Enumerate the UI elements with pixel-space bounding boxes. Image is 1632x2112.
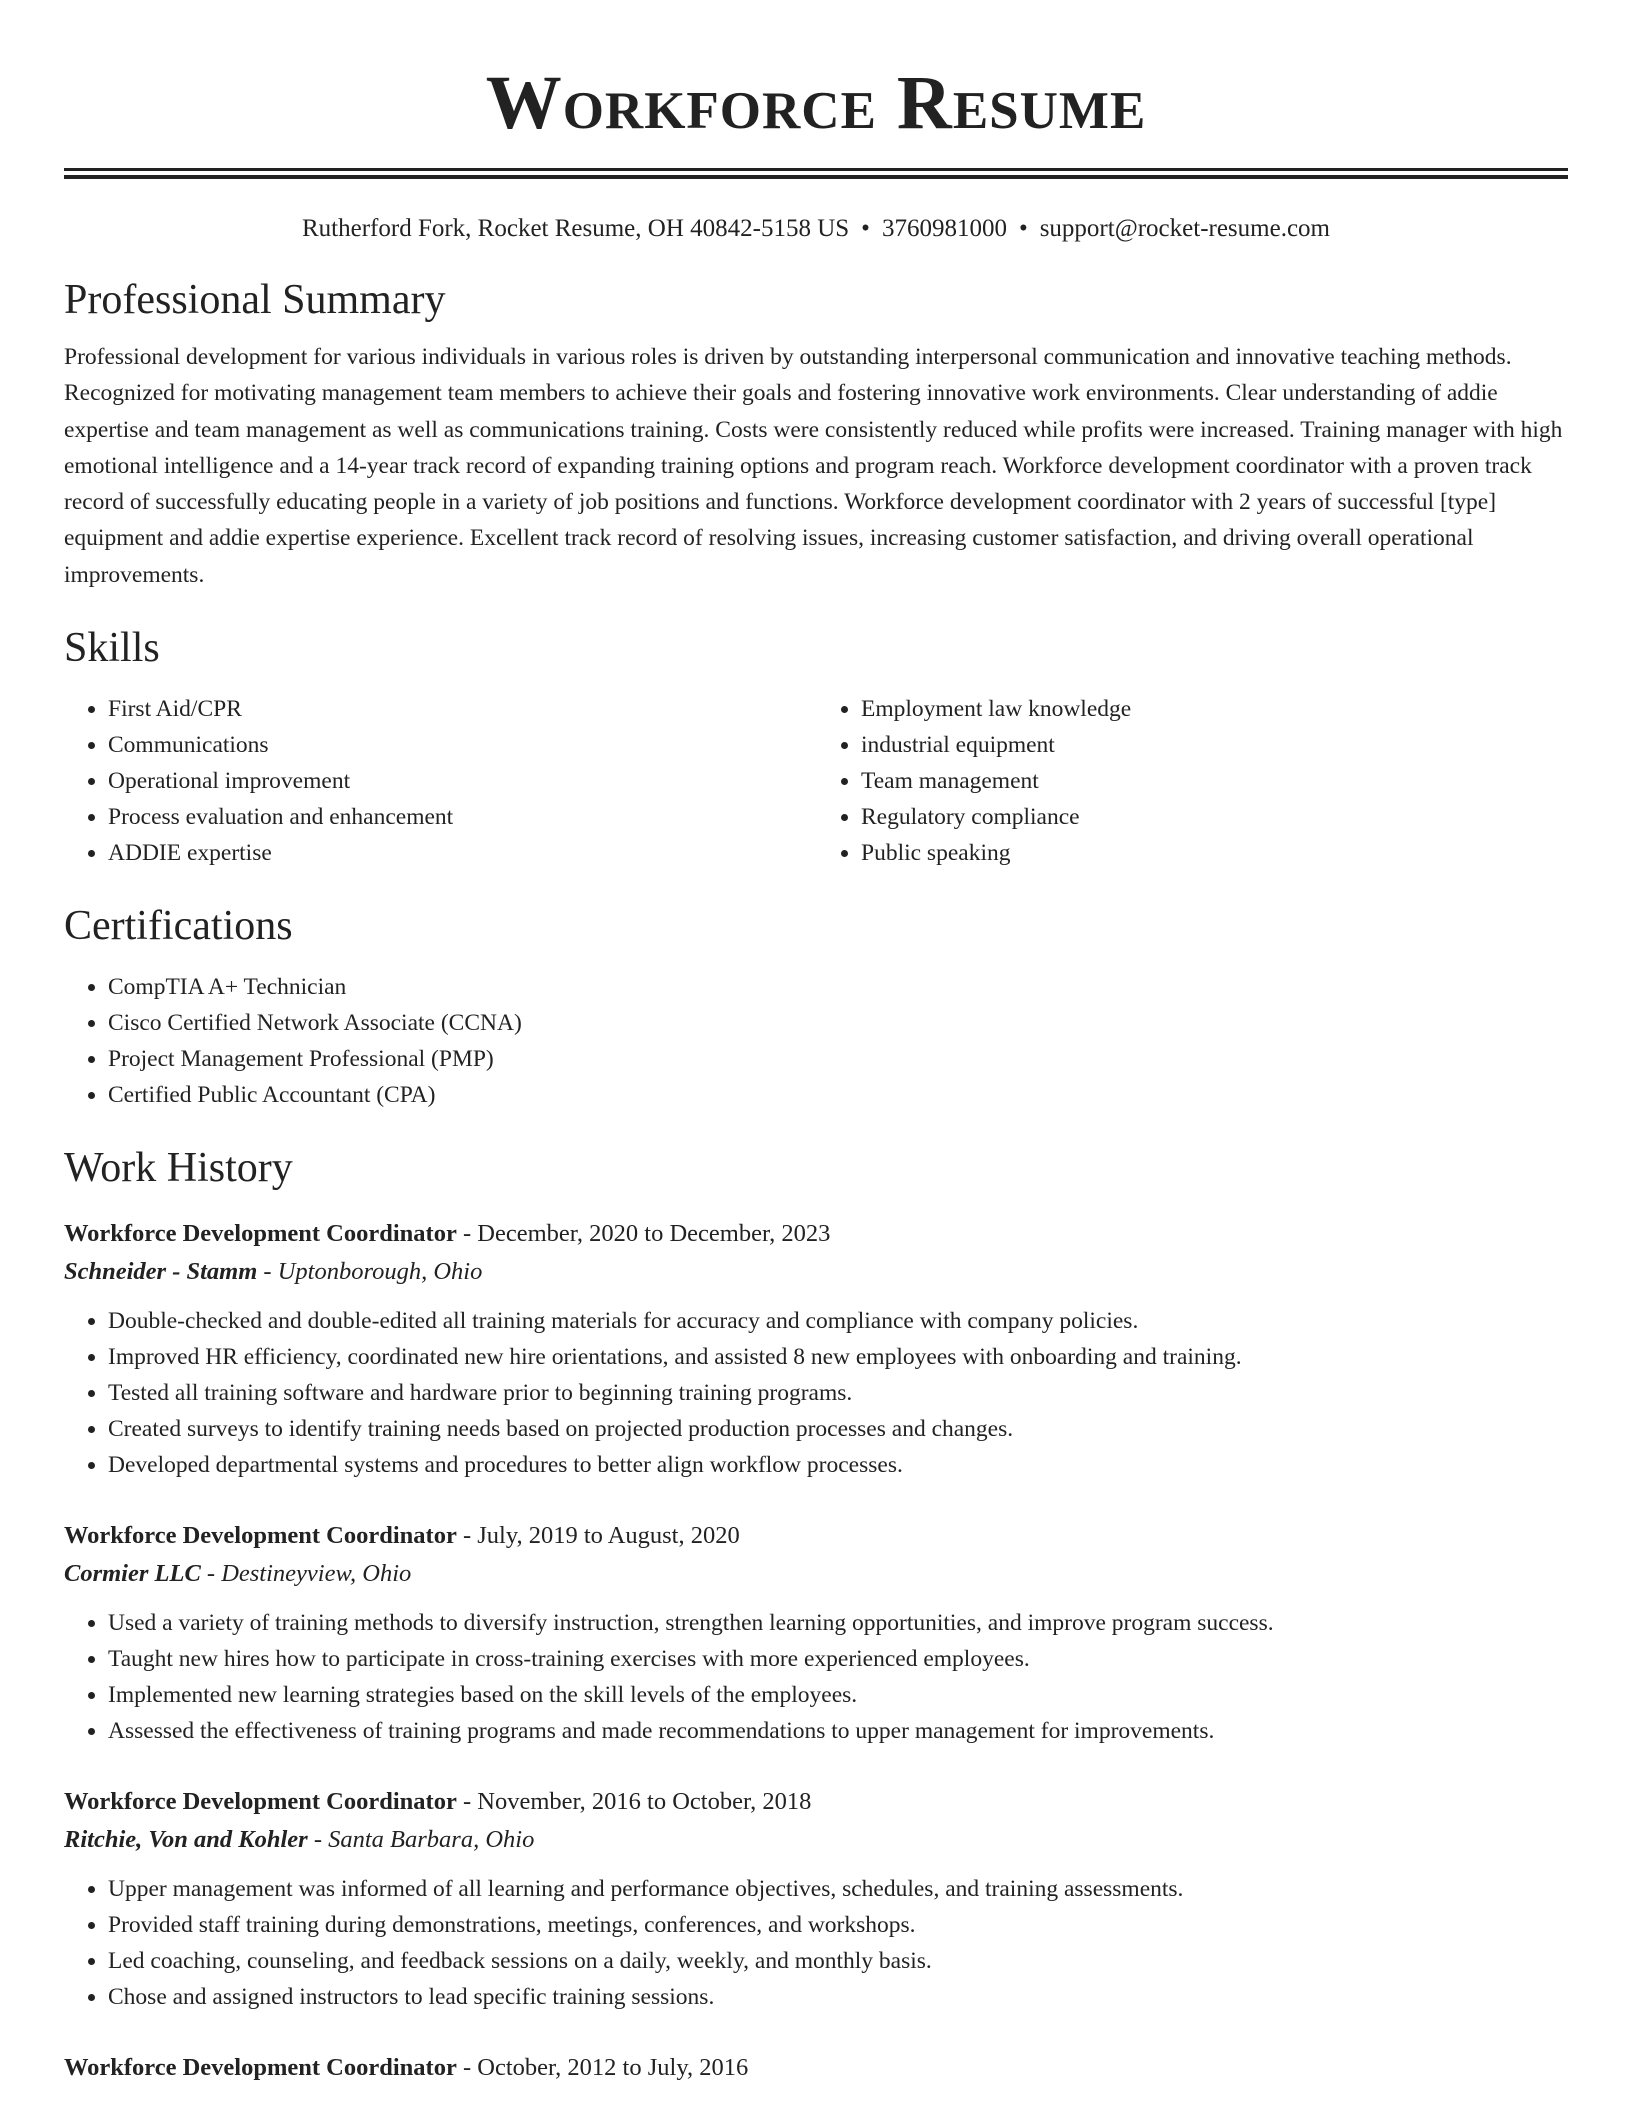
skills-left-list — [64, 691, 815, 871]
skills-columns — [64, 691, 1568, 871]
job-entry — [64, 1783, 1568, 2015]
job-entry — [64, 2049, 1568, 2087]
contact-separator: • — [861, 215, 870, 242]
skill-item: • Operational improvement — [108, 763, 815, 799]
job-title: Workforce Development Coordinator — [64, 1788, 457, 1816]
job-bullet: • Led coaching, counseling, and feedback sessions on a daily, weekly, and monthly basis. — [108, 1943, 1568, 1979]
skills-right-list — [815, 691, 1568, 871]
job-bullet: • Used a variety of training methods to diversify instruction, strengthen learning opportunities, and improve program success. — [108, 1605, 1568, 1641]
skill-item: • Process evaluation and enhancement — [108, 799, 815, 835]
job-bullet: • Improved HR efficiency, coordinated new hire orientations, and assisted 8 new employees with onboarding and training. — [108, 1339, 1568, 1375]
job-bullet: • Created surveys to identify training needs based on projected production processes and changes. — [108, 1411, 1568, 1447]
job-title-line — [64, 1783, 1568, 1821]
certifications-list — [64, 969, 1568, 1113]
job-location: - Uptonborough, Ohio — [257, 1258, 483, 1286]
skill-item: • Communications — [108, 727, 815, 763]
job-company: Ritchie, Von and Kohler — [64, 1826, 308, 1854]
job-bullet: • Chose and assigned instructors to lead specific training sessions. — [108, 1979, 1568, 2015]
certification-item: • CompTIA A+ Technician — [108, 969, 1568, 1005]
skill-item: • Public speaking — [861, 835, 1568, 871]
job-bullet: • Tested all training software and hardware prior to beginning training programs. — [108, 1375, 1568, 1411]
job-bullet: • Assessed the effectiveness of training programs and made recommendations to upper management for improvements. — [108, 1713, 1568, 1749]
skill-item: • Team management — [861, 763, 1568, 799]
skill-item: • industrial equipment — [861, 727, 1568, 763]
skills-heading: Skills — [64, 625, 160, 672]
certification-item: • Certified Public Accountant (CPA) — [108, 1077, 1568, 1113]
contact-address: Rutherford Fork, Rocket Resume, OH 40842-5158 US — [302, 215, 850, 242]
contact-line — [64, 213, 1568, 245]
resume-page — [64, 0, 1568, 2112]
job-company: Cormier LLC — [64, 1560, 201, 1588]
job-bullet: • Double-checked and double-edited all training materials for accuracy and compliance with company policies. — [108, 1303, 1568, 1339]
certification-item: • Cisco Certified Network Associate (CCNA) — [108, 1005, 1568, 1041]
job-dates: - July, 2019 to August, 2020 — [456, 1522, 740, 1550]
job-dates: - October, 2012 to July, 2016 — [456, 2054, 749, 2082]
job-company: Schneider - Stamm — [64, 1258, 258, 1286]
job-bullets — [64, 1303, 1568, 1483]
job-location: - Santa Barbara, Ohio — [307, 1826, 535, 1854]
job-title-line — [64, 1517, 1568, 1555]
job-bullet: • Developed departmental systems and procedures to better align workflow processes. — [108, 1447, 1568, 1483]
job-bullet: • Taught new hires how to participate in cross-training exercises with more experienced employees. — [108, 1641, 1568, 1677]
job-title: Workforce Development Coordinator — [64, 1522, 457, 1550]
header-divider — [64, 168, 1568, 179]
job-company-line — [64, 1253, 1568, 1291]
job-dates: - November, 2016 to October, 2018 — [456, 1788, 812, 1816]
skill-item: • First Aid/CPR — [108, 691, 815, 727]
certification-item: • Project Management Professional (PMP) — [108, 1041, 1568, 1077]
job-title-line — [64, 2049, 1568, 2087]
summary-heading: Professional Summary — [64, 277, 446, 323]
contact-separator: • — [1018, 215, 1028, 242]
skill-item: • Employment law knowledge — [861, 691, 1568, 727]
work-history-heading: Work History — [64, 1145, 293, 1192]
job-title-line — [64, 1215, 1568, 1253]
job-entry — [64, 1215, 1568, 1483]
job-bullets — [64, 1871, 1568, 2015]
skill-item: • Regulatory compliance — [861, 799, 1568, 835]
contact-email: support@rocket-resume.com — [1039, 215, 1330, 242]
job-dates: - December, 2020 to December, 2023 — [456, 1220, 831, 1248]
job-company-line — [64, 1821, 1568, 1859]
certifications-heading: Certifications — [64, 903, 293, 950]
job-company-line — [64, 1555, 1568, 1593]
job-title: Workforce Development Coordinator — [64, 1220, 457, 1248]
skill-item: • ADDIE expertise — [108, 835, 815, 871]
job-title: Workforce Development Coordinator — [64, 2054, 457, 2082]
job-entry — [64, 1517, 1568, 1749]
resume-name: Workforce Resume — [485, 61, 1147, 145]
job-bullet: • Upper management was informed of all learning and performance objectives, schedules, and training assessments. — [108, 1871, 1568, 1907]
job-bullet: • Provided staff training during demonstrations, meetings, conferences, and workshops. — [108, 1907, 1568, 1943]
contact-phone: 3760981000 — [881, 215, 1007, 242]
summary-text: Professional development for various individuals in various roles is driven by outstanding interpersonal communication and innovative teaching methods. Recognized for motivating management team members to achieve their goals and fostering innovative work environments. Clear understanding of addie expertise and team management as well as communications training. Costs were consistently reduced while profits were increased. Training manager with high emotional intelligence and a 14-year track record of expanding training options and program reach. Workforce development coordinator with a proven track record of successfully educating people in a variety of job positions and functions. Workforce development coordinator with 2 years of successful [type] equipment and addie expertise experience. Excellent track record of resolving issues, increasing customer satisfaction, and driving overall operational improvements. — [64, 344, 1563, 588]
job-location: - Destineyview, Ohio — [200, 1560, 412, 1588]
job-bullet: • Implemented new learning strategies based on the skill levels of the employees. — [108, 1677, 1568, 1713]
job-bullets — [64, 1605, 1568, 1749]
